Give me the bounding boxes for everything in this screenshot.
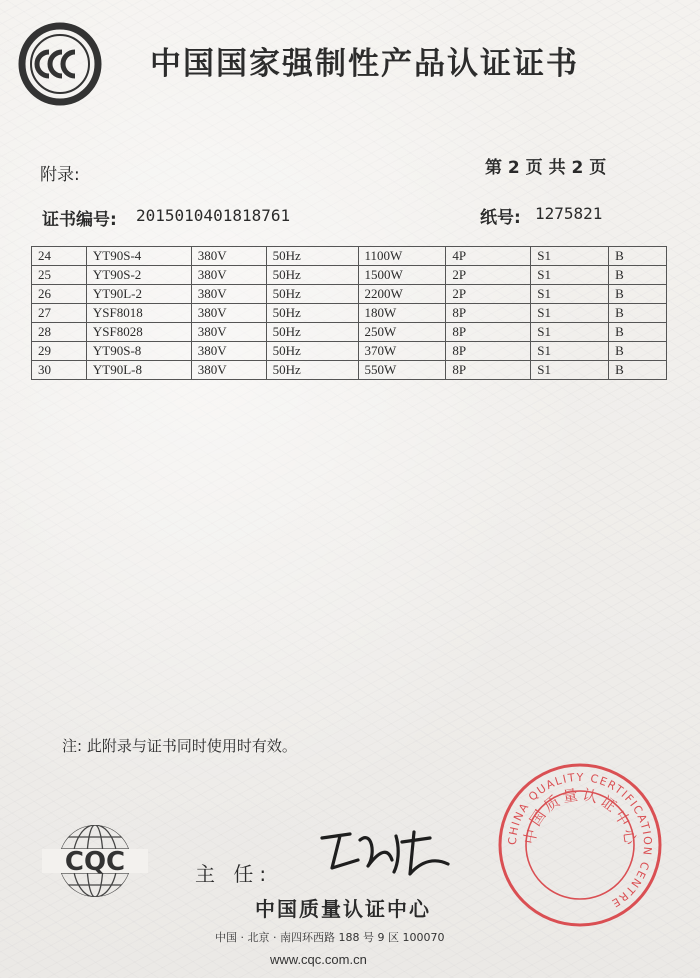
validity-note: 注: 此附录与证书同时使用时有效。 [62,737,297,755]
table-cell: YT90S-2 [86,266,191,285]
table-cell: 50Hz [266,247,358,266]
table-cell: 380V [191,361,266,380]
director-label: 主 任: [195,862,273,886]
page-indicator: 第 2 页 共 2 页 [485,158,607,178]
table-cell: 550W [358,361,446,380]
table-cell: 8P [446,342,531,361]
appendix-label: 附录: [40,165,80,185]
table-cell: 2P [446,285,531,304]
model-table [31,246,667,380]
table-cell: 50Hz [266,285,358,304]
table-cell: YT90L-2 [86,285,191,304]
table-cell: 2P [446,266,531,285]
cqc-logo-text: CQC [64,847,126,877]
seal-inner-text: 中国质量认证中心 [520,785,640,849]
table-cell: S1 [531,304,609,323]
table-cell: 50Hz [266,266,358,285]
table-cell: 26 [32,285,87,304]
website-url: www.cqc.com.cn [270,952,367,967]
table-cell: 28 [32,323,87,342]
cqc-logo [36,815,154,907]
table-cell: 380V [191,266,266,285]
table-cell: 50Hz [266,323,358,342]
table-row [32,247,667,266]
table-cell: 380V [191,342,266,361]
table-cell: 2200W [358,285,446,304]
table-row [32,304,667,323]
table-row [32,361,667,380]
table-cell: B [609,323,667,342]
table-cell: 50Hz [266,361,358,380]
table-cell: 380V [191,285,266,304]
table-row [32,285,667,304]
table-row [32,266,667,285]
paper-number-label: 纸号: [480,208,521,228]
table-cell: B [609,247,667,266]
table-cell: YT90S-8 [86,342,191,361]
table-cell: 50Hz [266,304,358,323]
seal-outer-text: CHINA QUALITY CERTIFICATION CENTRE [505,770,655,911]
official-seal [495,760,665,930]
table-cell: 370W [358,342,446,361]
table-cell: 250W [358,323,446,342]
table-cell: B [609,342,667,361]
table-cell: YSF8028 [86,323,191,342]
table-cell: 24 [32,247,87,266]
page-title: 中国国家强制性产品认证证书 [150,46,579,82]
ccc-logo [16,20,104,108]
table-cell: 50Hz [266,342,358,361]
table-cell: 1500W [358,266,446,285]
table-cell: S1 [531,323,609,342]
table-cell: YT90L-8 [86,361,191,380]
table-cell: 380V [191,323,266,342]
table-cell: 4P [446,247,531,266]
table-cell: B [609,304,667,323]
table-cell: S1 [531,285,609,304]
table-cell: YSF8018 [86,304,191,323]
table-cell: S1 [531,247,609,266]
cert-number: 2015010401818761 [136,206,291,225]
table-cell: 29 [32,342,87,361]
table-cell: B [609,266,667,285]
table-cell: 1100W [358,247,446,266]
table-cell: 8P [446,361,531,380]
director-signature [310,820,460,880]
table-cell: 380V [191,304,266,323]
table-cell: B [609,285,667,304]
table-cell: 27 [32,304,87,323]
organization-address: 中国 · 北京 · 南四环西路 188 号 9 区 100070 [215,931,445,944]
table-cell: 25 [32,266,87,285]
table-cell: 180W [358,304,446,323]
paper-number: 1275821 [535,204,603,223]
table-row [32,323,667,342]
cert-number-label: 证书编号: [42,210,117,230]
table-cell: S1 [531,266,609,285]
table-row [32,342,667,361]
table-cell: 8P [446,304,531,323]
table-cell: S1 [531,361,609,380]
table-cell: 380V [191,247,266,266]
organization-name: 中国质量认证中心 [255,897,431,921]
table-cell: B [609,361,667,380]
table-cell: S1 [531,342,609,361]
table-cell: YT90S-4 [86,247,191,266]
table-cell: 8P [446,323,531,342]
table-cell: 30 [32,361,87,380]
